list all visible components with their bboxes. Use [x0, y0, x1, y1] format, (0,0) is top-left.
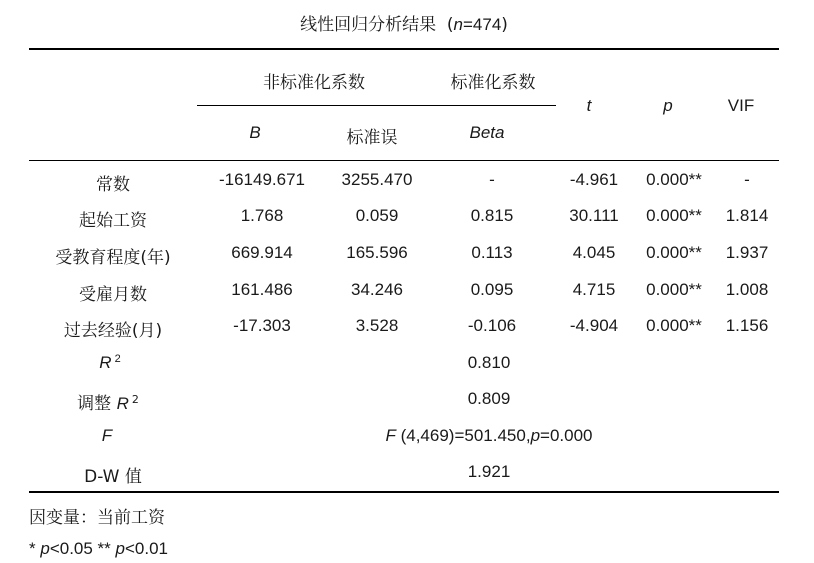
cell-se: 3255.470 [341, 170, 413, 189]
f-value [385, 426, 592, 446]
cell-t: -4.904 [569, 316, 619, 335]
cell-vif: 1.156 [725, 316, 769, 335]
f-p-symbol: p [530, 426, 541, 445]
bottom-rule [29, 491, 779, 493]
header-sub-rule [197, 105, 556, 106]
significance-note [29, 539, 168, 559]
sig-threshold-1: <0.05 ** [49, 539, 116, 558]
cell-beta: 0.815 [470, 206, 514, 225]
cell-t: 30.111 [569, 206, 619, 225]
cell-se: 165.596 [346, 243, 408, 262]
f-df-stat: (4,469)=501.450, [395, 426, 531, 445]
top-rule [29, 48, 779, 50]
cell-t: 4.715 [572, 280, 616, 299]
row-label: 受雇月数 [79, 285, 147, 305]
adj-r2-value: 0.809 [467, 389, 511, 408]
title-n-value: =474 [462, 15, 502, 34]
header-unstandardized: 非标准化系数 [263, 73, 365, 93]
header-vif: VIF [727, 96, 755, 115]
header-t: t [586, 96, 592, 115]
dw-value: 1.921 [467, 462, 511, 481]
r2-symbol: R [99, 353, 112, 372]
cell-vif: - [744, 170, 750, 189]
cell-se: 0.059 [355, 206, 399, 225]
adj-r2-prefix: 调整 [77, 394, 117, 414]
row-label: 过去经验(月) [63, 321, 163, 341]
header-rule [29, 160, 779, 161]
dependent-note: 因变量：当前工资 [29, 508, 165, 528]
cell-b: -17.303 [233, 316, 291, 335]
f-symbol: F [385, 426, 396, 445]
cell-b: 1.768 [240, 206, 284, 225]
table-title: 线性回归分析结果 (n=474) [300, 15, 508, 35]
cell-p: 0.000** [646, 316, 702, 335]
cell-p: 0.000** [646, 170, 702, 189]
cell-b: -16149.671 [218, 170, 306, 189]
sig-star-1: * [29, 539, 41, 558]
dw-label: D-W 值 [84, 467, 142, 487]
adj-r2-symbol: R [116, 394, 129, 413]
cell-se: 3.528 [355, 316, 399, 335]
cell-b: 161.486 [231, 280, 293, 299]
cell-b: 669.914 [231, 243, 293, 262]
header-se: 标准误 [346, 128, 398, 148]
cell-vif: 1.814 [725, 206, 769, 225]
cell-p: 0.000** [646, 206, 702, 225]
row-label: 受教育程度(年) [55, 248, 171, 268]
cell-beta: 0.095 [470, 280, 514, 299]
title-text: 线性回归分析结果 [300, 15, 437, 35]
f-p-value: =0.000 [540, 426, 593, 445]
cell-vif: 1.937 [725, 243, 769, 262]
row-label: 起始工资 [79, 211, 147, 231]
header-b: B [249, 123, 261, 142]
header-standardized: 标准化系数 [450, 73, 536, 93]
adj-r2-label [77, 389, 139, 414]
title-n-symbol: n [453, 15, 463, 34]
f-label: F [101, 426, 113, 445]
cell-beta: - [489, 170, 495, 189]
cell-beta: 0.113 [471, 243, 513, 262]
sig-p-symbol-1: p [40, 539, 50, 558]
header-beta: Beta [469, 123, 505, 142]
r2-superscript: 2 [114, 353, 121, 365]
sig-threshold-2: <0.01 [124, 539, 168, 558]
r2-value: 0.810 [467, 353, 511, 372]
r2-label [99, 353, 120, 373]
cell-t: 4.045 [572, 243, 616, 262]
sig-p-symbol-2: p [115, 539, 125, 558]
cell-p: 0.000** [646, 280, 702, 299]
cell-p: 0.000** [646, 243, 702, 262]
cell-t: -4.961 [569, 170, 619, 189]
row-label: 常数 [96, 175, 130, 195]
cell-vif: 1.008 [725, 280, 769, 299]
header-p: p [663, 96, 673, 115]
cell-se: 34.246 [351, 280, 403, 299]
adj-r2-superscript: 2 [131, 393, 139, 406]
cell-beta: -0.106 [467, 316, 517, 335]
